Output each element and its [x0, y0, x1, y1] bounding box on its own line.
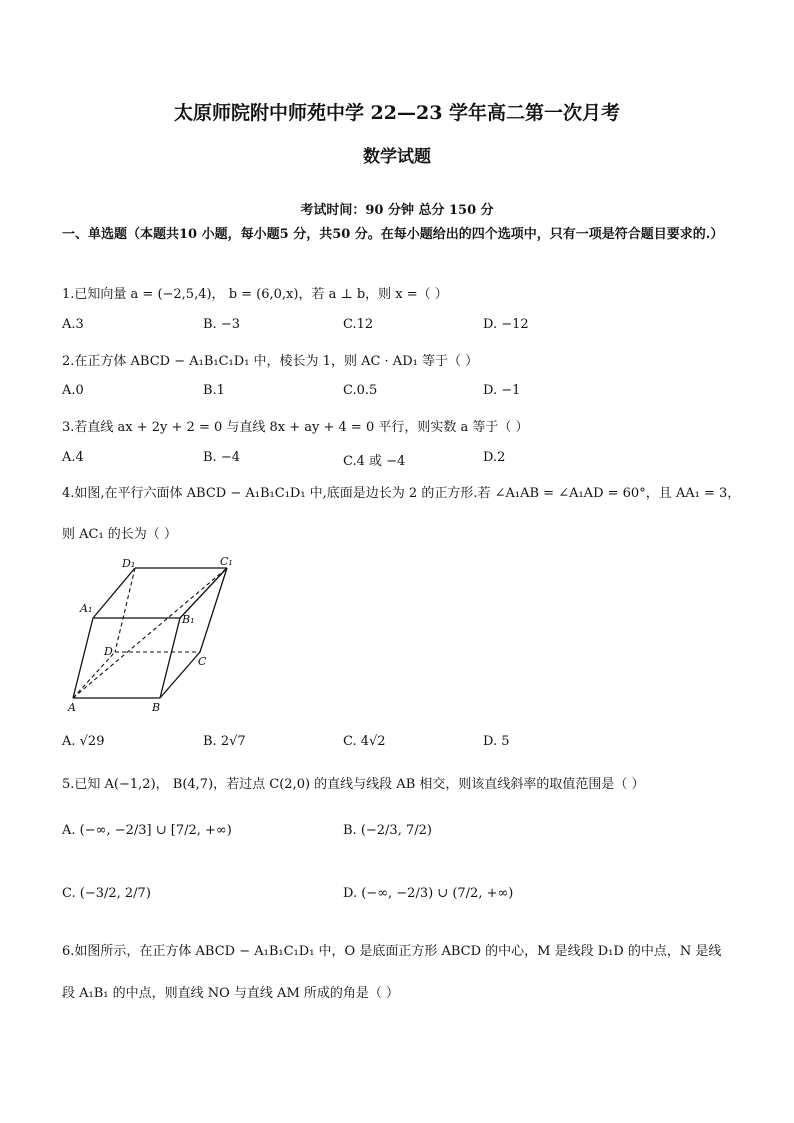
- parallelepiped-figure: [60, 555, 240, 715]
- question-3-option-a: A.4: [62, 450, 84, 465]
- question-3-stem: 3.若直线 ax + 2y + 2 = 0 与直线 8x + ay + 4 = 0 平行，则实数 a 等于（ ）: [62, 420, 529, 435]
- question-5-option-a: A. (−∞, −2/3] ∪ [7/2, +∞): [62, 823, 232, 838]
- question-2-option-c: C.0.5: [343, 383, 378, 398]
- question-2-stem: 2.在正方体 ABCD − A₁B₁C₁D₁ 中，棱长为 1，则 AC · AD₁ 等于（ ）: [62, 354, 479, 369]
- question-3-option-c: C.4 或 −4: [343, 454, 406, 469]
- question-4-option-d: D. 5: [483, 734, 510, 749]
- question-4-stem-cont: 则 AC₁ 的长为（ ）: [62, 527, 177, 542]
- label-a: A: [68, 701, 76, 714]
- page-title: 太原师院附中师苑中学 22—23 学年高二第一次月考: [173, 102, 621, 124]
- question-4-stem: 4.如图,在平行六面体 ABCD − A₁B₁C₁D₁ 中,底面是边长为 2 的正方形.若 ∠A₁AB = ∠A₁AD = 60°，且 AA₁ = 3，: [62, 486, 741, 501]
- label-c1: C₁: [220, 555, 233, 568]
- page-subtitle: 数学试题: [363, 147, 431, 167]
- question-5-option-d: D. (−∞, −2/3) ∪ (7/2, +∞): [343, 886, 514, 901]
- question-1-option-c: C.12: [343, 317, 374, 332]
- question-1-stem: 1.已知向量 a = (−2,5,4)， b = (6,0,x)，若 a ⊥ b，则 x =（ ）: [62, 287, 448, 302]
- question-5-option-b: B. (−2/3, 7/2): [343, 823, 432, 838]
- exam-meta: 考试时间：90 分钟 总分 150 分: [300, 203, 494, 218]
- question-3-option-d: D.2: [483, 450, 506, 465]
- label-d1: D₁: [122, 557, 136, 570]
- question-1-option-d: D. −12: [483, 317, 529, 332]
- question-2-option-a: A.0: [62, 383, 84, 398]
- label-d: D: [104, 645, 113, 658]
- question-2-option-b: B.1: [203, 383, 225, 398]
- question-4-option-a: A. √29: [62, 734, 105, 749]
- question-5-stem: 5.已知 A(−1,2)， B(4,7)，若过点 C(2,0) 的直线与线段 AB 相交，则该直线斜率的取值范围是（ ）: [62, 777, 645, 792]
- question-1-option-a: A.3: [62, 317, 84, 332]
- question-1-option-b: B. −3: [203, 317, 240, 332]
- label-b: B: [152, 701, 161, 714]
- label-a1: A₁: [80, 602, 93, 615]
- question-2-option-d: D. −1: [483, 383, 521, 398]
- label-b1: B₁: [182, 613, 195, 626]
- question-5-option-c: C. (−3/2, 2/7): [62, 886, 151, 901]
- section-heading: 一、单选题（本题共10 小题，每小题5 分，共50 分。在每小题给出的四个选项中，只有一项是符合题目要求的.）: [62, 227, 724, 242]
- question-3-option-b: B. −4: [203, 450, 240, 465]
- question-6-stem-cont: 段 A₁B₁ 的中点，则直线 NO 与直线 AM 所成的角是（ ）: [62, 986, 400, 1001]
- question-4-option-b: B. 2√7: [203, 734, 246, 749]
- label-c: C: [198, 655, 207, 668]
- question-6-stem: 6.如图所示，在正方体 ABCD − A₁B₁C₁D₁ 中，O 是底面正方形 ABCD 的中心，M 是线段 D₁D 的中点，N 是线: [62, 944, 722, 959]
- question-4-option-c: C. 4√2: [343, 734, 386, 749]
